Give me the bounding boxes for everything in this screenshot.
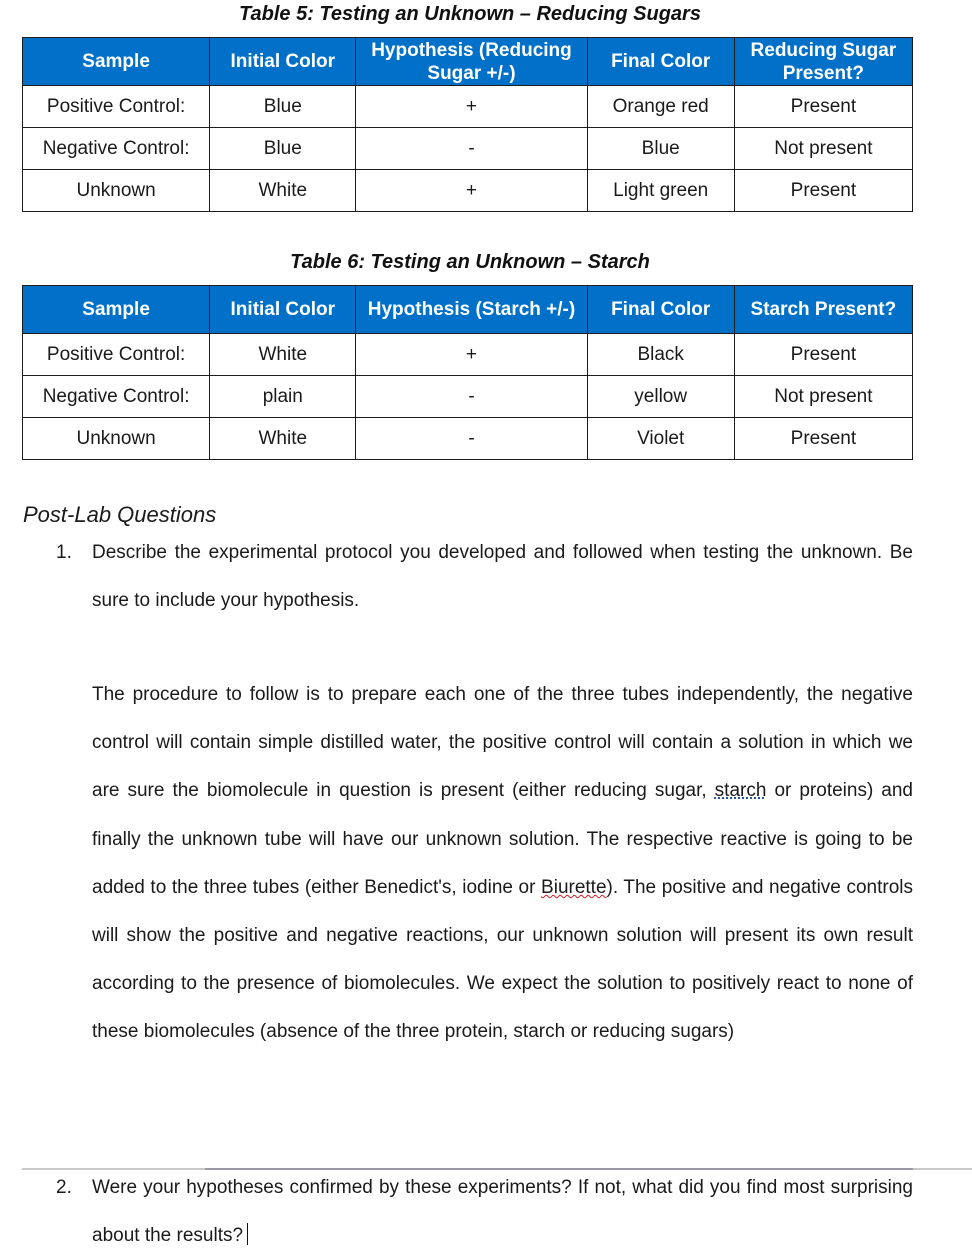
table-row: [23, 170, 913, 212]
table-row: [23, 128, 913, 170]
table-cell: Present: [734, 334, 912, 376]
answer-1-part2: or proteins) and finally the unknown tube will have our unknown solution. The respective reactive is going to be added to the three tubes (either Benedict's, iodine or: [92, 780, 913, 898]
table-cell: Black: [587, 334, 734, 376]
spellcheck-word-biurette[interactable]: Biurette: [541, 876, 607, 898]
table-cell: Present: [734, 86, 912, 128]
table-cell: Not present: [734, 128, 912, 170]
table-cell: Positive Control:: [23, 334, 210, 376]
table-cell: Violet: [587, 418, 734, 460]
table-cell: Blue: [210, 86, 356, 128]
table5-caption: Table 5: Testing an Unknown – Reducing Sugars: [239, 3, 701, 25]
question-1-text: Describe the experimental protocol you developed and followed when testing the unknown. Be sure to include your hypothesis.: [92, 542, 913, 612]
table5-header-row: [23, 38, 913, 86]
table-row: [23, 376, 913, 418]
question-2-text[interactable]: [92, 1164, 913, 1260]
table-cell: Unknown: [23, 418, 210, 460]
table-cell: plain: [210, 376, 356, 418]
question-1-number: 1.: [56, 542, 72, 563]
table-cell: Positive Control:: [23, 86, 210, 128]
post-lab-heading: Post-Lab Questions: [23, 502, 217, 527]
answer-1-part1: The procedure to follow is to prepare each one of the three tubes independently, the negative control will contain simple distilled water, the positive control will contain a solution in which we are sure the biomolecule in question is present (either reducing sugar,: [92, 684, 913, 802]
table6-header-sample: Sample: [23, 286, 210, 334]
table6-header-present: Starch Present?: [734, 286, 912, 334]
table-cell: Negative Control:: [23, 128, 210, 170]
table-cell: Light green: [587, 170, 734, 212]
table-cell: Not present: [734, 376, 912, 418]
table6-header-row: [23, 286, 913, 334]
question-2-number: 2.: [56, 1177, 72, 1198]
table-cell: Present: [734, 418, 912, 460]
table5-header-present: Reducing Sugar Present?: [734, 38, 912, 86]
question-2-label: Were your hypotheses confirmed by these experiments? If not, what did you find most surprising about the results?: [92, 1177, 913, 1247]
table-cell: -: [356, 376, 587, 418]
table5-header-sample: Sample: [23, 38, 210, 86]
table-cell: -: [356, 128, 587, 170]
table-cell: Blue: [587, 128, 734, 170]
table-cell: Negative Control:: [23, 376, 210, 418]
table-cell: Present: [734, 170, 912, 212]
table-cell: +: [356, 334, 587, 376]
table6-header-final-color: Final Color: [587, 286, 734, 334]
table5-header-initial-color: Initial Color: [210, 38, 356, 86]
table6-header-hypothesis: Hypothesis (Starch +/-): [356, 286, 587, 334]
table-cell: +: [356, 170, 587, 212]
text-cursor: [247, 1223, 248, 1245]
table-cell: Unknown: [23, 170, 210, 212]
table6: [22, 285, 913, 460]
answer-1[interactable]: [92, 671, 913, 1057]
answer-1-part3: ). The positive and negative controls will show the positive and negative reactions, our unknown solution will present its own result according to the presence of biomolecules. We expect the solution to positively react to none of these biomolecules (absence of the three protein, starch or reducing sugars): [92, 876, 913, 1043]
table-cell: White: [210, 418, 356, 460]
table5-header-final-color: Final Color: [587, 38, 734, 86]
table-row: [23, 334, 913, 376]
table-cell: White: [210, 170, 356, 212]
table6-caption: Table 6: Testing an Unknown – Starch: [290, 251, 650, 273]
table-row: [23, 86, 913, 128]
table-cell: +: [356, 86, 587, 128]
table-cell: yellow: [587, 376, 734, 418]
table5: [22, 37, 913, 212]
table-cell: -: [356, 418, 587, 460]
table-cell: White: [210, 334, 356, 376]
table-cell: Blue: [210, 128, 356, 170]
table6-header-initial-color: Initial Color: [210, 286, 356, 334]
table5-header-hypothesis: Hypothesis (Reducing Sugar +/-): [356, 38, 587, 86]
table-cell: Orange red: [587, 86, 734, 128]
spellcheck-word-starch[interactable]: starch: [714, 780, 767, 802]
table-row: [23, 418, 913, 460]
